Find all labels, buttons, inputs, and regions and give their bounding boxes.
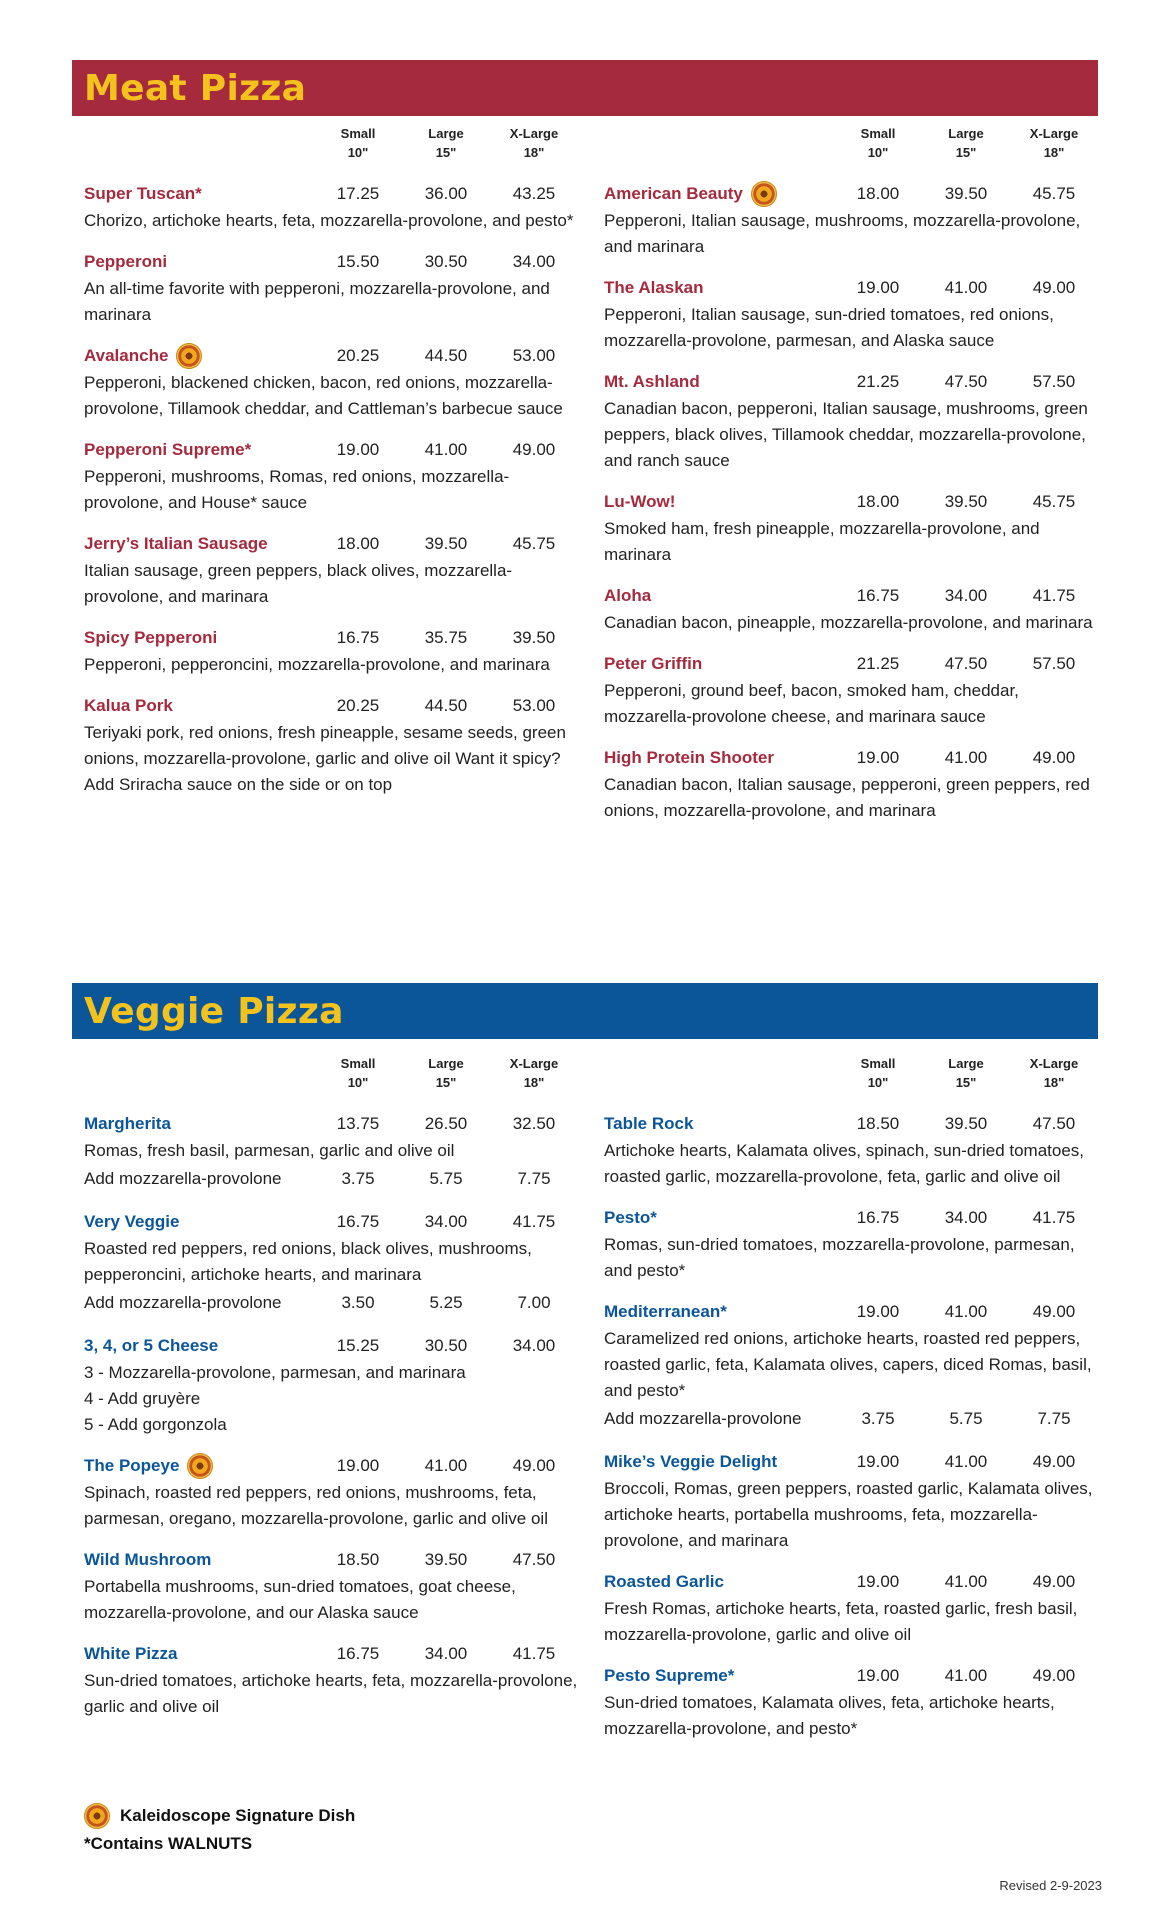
menu-item-description: Sun-dried tomatoes, Kalamata olives, feta, artichoke hearts, mozzarella-provolone, and pesto* xyxy=(604,1693,1055,1738)
menu-item-price: 34.00 xyxy=(944,586,988,605)
menu-item-name xyxy=(604,1208,834,1228)
menu-item-name xyxy=(604,586,834,606)
menu-item-header xyxy=(84,692,584,720)
menu-item-header xyxy=(84,530,584,558)
menu-item-price: 41.75 xyxy=(1032,1208,1076,1227)
size-inches: 10" xyxy=(347,1075,369,1090)
menu-item-name-text: American Beauty xyxy=(604,184,743,203)
menu-item-price: 21.25 xyxy=(856,372,900,391)
menu-item-description: Canadian bacon, Italian sausage, pepperoni, green peppers, red onions, mozzarella-provolone, and marinara xyxy=(604,775,1090,820)
size-header xyxy=(1010,124,1098,168)
menu-item-price: 18.00 xyxy=(856,184,900,203)
menu-item xyxy=(84,248,584,328)
menu-item-price: 19.00 xyxy=(856,1666,900,1685)
menu-item xyxy=(84,342,584,422)
menu-item-price: 17.25 xyxy=(336,184,380,203)
revised-date: Revised 2-9-2023 xyxy=(999,1878,1102,1893)
menu-item-name xyxy=(84,343,314,369)
menu-item-price: 19.00 xyxy=(856,1452,900,1471)
menu-item xyxy=(84,692,584,798)
size-header xyxy=(922,1054,1010,1098)
menu-item-name-text: Super Tuscan* xyxy=(84,184,202,203)
size-inches: 15" xyxy=(955,145,977,160)
size-inches: 18" xyxy=(523,145,545,160)
menu-item-price: 13.75 xyxy=(336,1114,380,1133)
menu-item-name-text: White Pizza xyxy=(84,1644,178,1663)
menu-item-price: 44.50 xyxy=(424,346,468,365)
menu-item-description: An all-time favorite with pepperoni, mozzarella-provolone, and marinara xyxy=(84,279,550,324)
menu-item-description: Italian sausage, green peppers, black olives, mozzarella-provolone, and marinara xyxy=(84,561,513,606)
menu-item-price: 45.75 xyxy=(512,534,556,553)
menu-item-price: 15.25 xyxy=(336,1336,380,1355)
size-header xyxy=(834,124,922,168)
menu-item xyxy=(604,650,1104,730)
menu-item-header xyxy=(604,1662,1104,1690)
menu-item-name-text: Jerry’s Italian Sausage xyxy=(84,534,268,553)
menu-item-name xyxy=(84,696,314,716)
menu-item-price: 34.00 xyxy=(424,1644,468,1663)
size-header-row xyxy=(84,124,584,168)
size-header xyxy=(490,124,578,168)
menu-item-name xyxy=(604,372,834,392)
meat-right-column xyxy=(604,124,1104,838)
menu-item-price: 20.25 xyxy=(336,346,380,365)
menu-item-price: 16.75 xyxy=(336,628,380,647)
size-label: Large xyxy=(428,126,464,141)
menu-item-header xyxy=(84,1546,584,1574)
size-label: X-Large xyxy=(1029,1056,1079,1071)
menu-item-price: 39.50 xyxy=(944,184,988,203)
menu-item-price: 30.50 xyxy=(424,252,468,271)
menu-item-header xyxy=(604,180,1104,208)
menu-item-header xyxy=(604,1110,1104,1138)
menu-item-name-text: Wild Mushroom xyxy=(84,1550,212,1569)
size-header xyxy=(1010,1054,1098,1098)
menu-item-name-text: Pesto Supreme* xyxy=(604,1666,735,1685)
legend xyxy=(84,1802,355,1858)
menu-item-name-text: The Popeye xyxy=(84,1456,180,1475)
menu-item-name xyxy=(84,1453,314,1479)
menu-item-header xyxy=(604,1448,1104,1476)
menu-item-name-text: Lu-Wow! xyxy=(604,492,676,511)
menu-item-header xyxy=(84,436,584,464)
menu-item-name-text: Pesto* xyxy=(604,1208,657,1227)
menu-item-price: 53.00 xyxy=(512,696,556,715)
addon-price: 5.75 xyxy=(949,1409,983,1428)
menu-item-description: Caramelized red onions, artichoke hearts, roasted red peppers, roasted garlic, feta, Kalamata olives, capers, diced Romas, basil, and pesto* xyxy=(604,1329,1092,1400)
menu-item-header xyxy=(604,274,1104,302)
menu-item-description: Pepperoni, mushrooms, Romas, red onions, mozzarella-provolone, and House* sauce xyxy=(84,467,510,512)
menu-item-price: 34.00 xyxy=(512,252,556,271)
menu-item-header xyxy=(604,488,1104,516)
menu-item-header xyxy=(604,1204,1104,1232)
addon-label: Add mozzarella-provolone xyxy=(604,1409,802,1428)
menu-item-name-text: Aloha xyxy=(604,586,652,605)
meat-pizza-banner xyxy=(72,60,1098,116)
menu-item-name xyxy=(84,534,314,554)
menu-item-name-text: Roasted Garlic xyxy=(604,1572,724,1591)
menu-item-price: 34.00 xyxy=(944,1208,988,1227)
menu-item-description: 3 - Mozzarella-provolone, parmesan, and marinara 4 - Add gruyère 5 - Add gorgonzola xyxy=(84,1363,466,1434)
menu-item-name-text: Avalanche xyxy=(84,346,169,365)
menu-item-description: Sun-dried tomatoes, artichoke hearts, feta, mozzarella-provolone, garlic and olive oil xyxy=(84,1671,578,1716)
addon-price: 5.75 xyxy=(429,1169,463,1188)
kaleidoscope-signature-icon xyxy=(187,1453,213,1479)
menu-item xyxy=(84,1640,584,1720)
menu-item-name-text: High Protein Shooter xyxy=(604,748,774,767)
menu-item-price: 15.50 xyxy=(336,252,380,271)
menu-item-description: Fresh Romas, artichoke hearts, feta, roasted garlic, fresh basil, mozzarella-provolone, garlic and olive oil xyxy=(604,1599,1078,1644)
menu-item xyxy=(604,1448,1104,1554)
menu-item-price: 49.00 xyxy=(1032,1572,1076,1591)
menu-item-description: Roasted red peppers, red onions, black olives, mushrooms, pepperoncini, artichoke hearts, and marinara xyxy=(84,1239,532,1284)
size-inches: 18" xyxy=(523,1075,545,1090)
menu-item-price: 19.00 xyxy=(856,1302,900,1321)
menu-item-name xyxy=(604,1302,834,1322)
menu-item xyxy=(604,1568,1104,1648)
menu-item-description: Pepperoni, Italian sausage, mushrooms, mozzarella-provolone, and marinara xyxy=(604,211,1081,256)
addon-row xyxy=(604,1404,1104,1434)
menu-item-name-text: 3, 4, or 5 Cheese xyxy=(84,1336,219,1355)
menu-item-name xyxy=(604,278,834,298)
menu-item-price: 18.00 xyxy=(336,534,380,553)
menu-item-description: Broccoli, Romas, green peppers, roasted garlic, Kalamata olives, artichoke hearts, portabella mushrooms, feta, mozzarella-provolone, and marinara xyxy=(604,1479,1093,1550)
menu-item xyxy=(604,274,1104,354)
menu-item xyxy=(84,1110,584,1194)
menu-item-name xyxy=(84,252,314,272)
menu-item xyxy=(84,530,584,610)
kaleidoscope-signature-icon xyxy=(84,1803,110,1829)
size-label: Small xyxy=(340,1056,376,1071)
menu-item-name xyxy=(604,654,834,674)
addon-price: 7.75 xyxy=(1037,1409,1071,1428)
menu-item-price: 39.50 xyxy=(424,1550,468,1569)
size-header xyxy=(490,1054,578,1098)
size-label: X-Large xyxy=(509,1056,559,1071)
size-label: Small xyxy=(860,126,896,141)
menu-item-price: 41.00 xyxy=(424,1456,468,1475)
size-header-spacer xyxy=(84,124,314,168)
menu-item-price: 41.00 xyxy=(424,440,468,459)
menu-item-name-text: Spicy Pepperoni xyxy=(84,628,218,647)
size-label: Large xyxy=(948,1056,984,1071)
menu-item-description: Pepperoni, pepperoncini, mozzarella-provolone, and marinara xyxy=(84,655,550,674)
menu-item-price: 34.00 xyxy=(424,1212,468,1231)
menu-item-price: 19.00 xyxy=(336,1456,380,1475)
size-header xyxy=(834,1054,922,1098)
menu-item-price: 30.50 xyxy=(424,1336,468,1355)
size-header-spacer xyxy=(84,1054,314,1098)
size-header xyxy=(922,124,1010,168)
menu-item-header xyxy=(84,342,584,370)
size-inches: 18" xyxy=(1043,145,1065,160)
meat-left-column xyxy=(84,124,584,812)
menu-item-name xyxy=(604,1452,834,1472)
menu-item-description: Pepperoni, Italian sausage, sun-dried tomatoes, red onions, mozzarella-provolone, parmesan, and Alaska sauce xyxy=(604,305,1054,350)
menu-item-price: 18.50 xyxy=(336,1550,380,1569)
size-header-row xyxy=(604,124,1104,168)
menu-item xyxy=(84,180,584,234)
menu-item-description: Pepperoni, ground beef, bacon, smoked ham, cheddar, mozzarella-provolone cheese, and marinara sauce xyxy=(604,681,1019,726)
menu-item-price: 19.00 xyxy=(856,748,900,767)
menu-item-price: 49.00 xyxy=(1032,1452,1076,1471)
menu-item-header xyxy=(604,1568,1104,1596)
menu-item-header xyxy=(84,1452,584,1480)
menu-item xyxy=(84,436,584,516)
menu-item-name xyxy=(84,1212,314,1232)
size-header-spacer xyxy=(604,1054,834,1098)
kaleidoscope-signature-icon xyxy=(176,343,202,369)
menu-item-price: 49.00 xyxy=(1032,1666,1076,1685)
size-inches: 15" xyxy=(435,1075,457,1090)
size-label: Large xyxy=(428,1056,464,1071)
size-inches: 10" xyxy=(867,145,889,160)
veggie-pizza-banner xyxy=(72,983,1098,1039)
addon-price: 7.75 xyxy=(517,1169,551,1188)
menu-item-header xyxy=(604,1298,1104,1326)
size-label: Small xyxy=(860,1056,896,1071)
legend-walnuts-row xyxy=(84,1830,355,1858)
menu-item-header xyxy=(84,1332,584,1360)
menu-item-price: 18.00 xyxy=(856,492,900,511)
size-label: Small xyxy=(340,126,376,141)
menu-item-name-text: Margherita xyxy=(84,1114,171,1133)
menu-item-price: 49.00 xyxy=(1032,1302,1076,1321)
menu-item-description: Artichoke hearts, Kalamata olives, spinach, sun-dried tomatoes, roasted garlic, mozzarella-provolone, feta, garlic and olive oil xyxy=(604,1141,1085,1186)
menu-item-price: 39.50 xyxy=(944,1114,988,1133)
menu-item-header xyxy=(84,1640,584,1668)
menu-item xyxy=(604,368,1104,474)
menu-item-price: 39.50 xyxy=(944,492,988,511)
menu-item-price: 43.25 xyxy=(512,184,556,203)
menu-item xyxy=(604,1662,1104,1742)
size-inches: 15" xyxy=(435,145,457,160)
menu-item-price: 21.25 xyxy=(856,654,900,673)
menu-item xyxy=(604,488,1104,568)
size-inches: 10" xyxy=(347,145,369,160)
menu-item-description: Teriyaki pork, red onions, fresh pineapple, sesame seeds, green onions, mozzarella-provolone, garlic and olive oil Want it spicy? Add Sriracha sauce on the side or on top xyxy=(84,723,566,794)
legend-signature-text: Kaleidoscope Signature Dish xyxy=(120,1806,356,1825)
menu-item-name xyxy=(604,1114,834,1134)
menu-item-name xyxy=(84,1114,314,1134)
menu-item-price: 41.00 xyxy=(944,1666,988,1685)
size-header xyxy=(402,124,490,168)
menu-item-name-text: Mediterranean* xyxy=(604,1302,727,1321)
menu-item-description: Canadian bacon, pineapple, mozzarella-provolone, and marinara xyxy=(604,613,1093,632)
menu-item-name xyxy=(84,628,314,648)
addon-label: Add mozzarella-provolone xyxy=(84,1169,282,1188)
menu-item-price: 47.50 xyxy=(1032,1114,1076,1133)
menu-item-price: 57.50 xyxy=(1032,372,1076,391)
size-header xyxy=(402,1054,490,1098)
menu-item-name xyxy=(604,748,834,768)
menu-item-price: 49.00 xyxy=(1032,748,1076,767)
menu-item-header xyxy=(604,368,1104,396)
size-label: X-Large xyxy=(509,126,559,141)
size-inches: 15" xyxy=(955,1075,977,1090)
menu-item-price: 18.50 xyxy=(856,1114,900,1133)
menu-item-price: 47.50 xyxy=(512,1550,556,1569)
menu-item-price: 16.75 xyxy=(336,1644,380,1663)
menu-item-price: 44.50 xyxy=(424,696,468,715)
menu-item-header xyxy=(84,180,584,208)
size-header-row xyxy=(604,1054,1104,1098)
menu-item-name xyxy=(604,492,834,512)
addon-price: 3.75 xyxy=(861,1409,895,1428)
menu-item-price: 49.00 xyxy=(512,1456,556,1475)
menu-item-name-text: The Alaskan xyxy=(604,278,704,297)
size-label: Large xyxy=(948,126,984,141)
addon-label: Add mozzarella-provolone xyxy=(84,1293,282,1312)
menu-item-name-text: Mt. Ashland xyxy=(604,372,700,391)
menu-item-name-text: Mike’s Veggie Delight xyxy=(604,1452,778,1471)
menu-item xyxy=(84,1452,584,1532)
menu-item-price: 41.00 xyxy=(944,748,988,767)
menu-item-price: 45.75 xyxy=(1032,184,1076,203)
menu-item-header xyxy=(84,1110,584,1138)
menu-item-header xyxy=(604,582,1104,610)
menu-item-price: 36.00 xyxy=(424,184,468,203)
veggie-pizza-title: Veggie Pizza xyxy=(84,990,344,1032)
menu-item-name xyxy=(84,1550,314,1570)
menu-item-price: 16.75 xyxy=(336,1212,380,1231)
legend-walnuts-text: *Contains WALNUTS xyxy=(84,1834,253,1853)
menu-item-price: 41.00 xyxy=(944,1572,988,1591)
menu-item-description: Romas, sun-dried tomatoes, mozzarella-provolone, parmesan, and pesto* xyxy=(604,1235,1075,1280)
size-header-row xyxy=(84,1054,584,1098)
size-header-spacer xyxy=(604,124,834,168)
menu-item-price: 39.50 xyxy=(512,628,556,647)
size-inches: 10" xyxy=(867,1075,889,1090)
menu-item xyxy=(84,1332,584,1438)
menu-item-name xyxy=(84,440,314,460)
menu-item-price: 45.75 xyxy=(1032,492,1076,511)
menu-item-price: 41.00 xyxy=(944,1302,988,1321)
menu-item-price: 19.00 xyxy=(336,440,380,459)
menu-item-header xyxy=(84,624,584,652)
addon-price: 3.75 xyxy=(341,1169,375,1188)
menu-item-name-text: Pepperoni xyxy=(84,252,168,271)
menu-item-price: 41.00 xyxy=(944,1452,988,1471)
menu-item-price: 47.50 xyxy=(944,654,988,673)
veggie-right-column xyxy=(604,1054,1104,1756)
menu-item xyxy=(604,1298,1104,1434)
menu-item-price: 35.75 xyxy=(424,628,468,647)
menu-item-description: Chorizo, artichoke hearts, feta, mozzarella-provolone, and pesto* xyxy=(84,211,574,230)
menu-item xyxy=(84,1208,584,1318)
menu-item-price: 49.00 xyxy=(1032,278,1076,297)
addon-price: 7.00 xyxy=(517,1293,551,1312)
menu-item-description: Canadian bacon, pepperoni, Italian sausage, mushrooms, green peppers, black olives, Tillamook cheddar, mozzarella-provolone, and ranch sauce xyxy=(604,399,1088,470)
menu-item-name xyxy=(84,1336,314,1356)
menu-item-price: 41.75 xyxy=(1032,586,1076,605)
menu-item-header xyxy=(604,744,1104,772)
size-header xyxy=(314,124,402,168)
menu-item-description: Romas, fresh basil, parmesan, garlic and olive oil xyxy=(84,1141,455,1160)
menu-item-name-text: Very Veggie xyxy=(84,1212,180,1231)
menu-item-price: 41.00 xyxy=(944,278,988,297)
menu-item-description: Smoked ham, fresh pineapple, mozzarella-provolone, and marinara xyxy=(604,519,1040,564)
menu-item-price: 47.50 xyxy=(944,372,988,391)
menu-item-price: 26.50 xyxy=(424,1114,468,1133)
menu-item-price: 34.00 xyxy=(512,1336,556,1355)
meat-pizza-title: Meat Pizza xyxy=(84,67,307,109)
menu-item-name xyxy=(604,1666,834,1686)
menu-item-header xyxy=(84,1208,584,1236)
menu-item xyxy=(604,1110,1104,1190)
menu-item xyxy=(604,1204,1104,1284)
kaleidoscope-signature-icon xyxy=(751,181,777,207)
menu-item-price: 16.75 xyxy=(856,586,900,605)
menu-item xyxy=(604,582,1104,636)
menu-item-name-text: Peter Griffin xyxy=(604,654,703,673)
menu-item-name-text: Table Rock xyxy=(604,1114,694,1133)
menu-item-name xyxy=(84,1644,314,1664)
size-inches: 18" xyxy=(1043,1075,1065,1090)
menu-item-price: 53.00 xyxy=(512,346,556,365)
addon-price: 5.25 xyxy=(429,1293,463,1312)
menu-item-price: 39.50 xyxy=(424,534,468,553)
menu-item-price: 41.75 xyxy=(512,1212,556,1231)
menu-item-price: 32.50 xyxy=(512,1114,556,1133)
menu-item-price: 19.00 xyxy=(856,1572,900,1591)
addon-row xyxy=(84,1288,584,1318)
menu-item xyxy=(84,624,584,678)
menu-item-price: 41.75 xyxy=(512,1644,556,1663)
menu-item-description: Pepperoni, blackened chicken, bacon, red onions, mozzarella-provolone, Tillamook cheddar, and Cattleman’s barbecue sauce xyxy=(84,373,563,418)
menu-item-description: Portabella mushrooms, sun-dried tomatoes, goat cheese, mozzarella-provolone, and our Alaska sauce xyxy=(84,1577,516,1622)
size-label: X-Large xyxy=(1029,126,1079,141)
legend-signature-row xyxy=(84,1802,355,1830)
menu-item-name xyxy=(604,1572,834,1592)
menu-item-price: 57.50 xyxy=(1032,654,1076,673)
menu-item-name xyxy=(604,181,834,207)
menu-item-price: 19.00 xyxy=(856,278,900,297)
menu-item-description: Spinach, roasted red peppers, red onions, mushrooms, feta, parmesan, oregano, mozzarella-provolone, garlic and olive oil xyxy=(84,1483,548,1528)
size-header xyxy=(314,1054,402,1098)
menu-item-price: 20.25 xyxy=(336,696,380,715)
veggie-left-column xyxy=(84,1054,584,1734)
menu-item-name xyxy=(84,184,314,204)
menu-item-header xyxy=(604,650,1104,678)
addon-row xyxy=(84,1164,584,1194)
menu-item xyxy=(604,180,1104,260)
menu-item-price: 16.75 xyxy=(856,1208,900,1227)
addon-price: 3.50 xyxy=(341,1293,375,1312)
menu-item-price: 49.00 xyxy=(512,440,556,459)
menu-item-name-text: Kalua Pork xyxy=(84,696,173,715)
menu-item-header xyxy=(84,248,584,276)
menu-item-name-text: Pepperoni Supreme* xyxy=(84,440,252,459)
menu-item xyxy=(604,744,1104,824)
menu-item xyxy=(84,1546,584,1626)
